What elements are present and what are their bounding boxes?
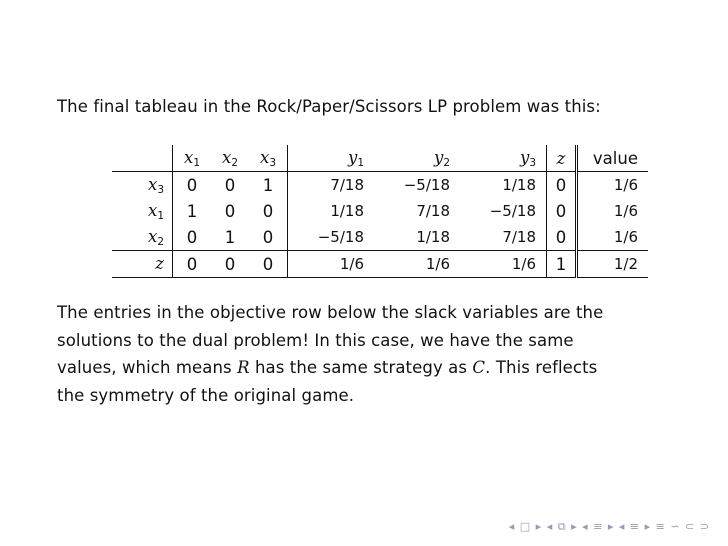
- lp-tableau: [112, 145, 648, 278]
- paragraph-line: solutions to the dual problem! In this case, we have the same: [57, 330, 574, 350]
- cell: 1/6: [374, 251, 460, 278]
- cell: 1: [186, 201, 198, 221]
- cell: −5/18: [403, 176, 450, 194]
- subsection2-nav-icon[interactable]: ◂ ≡ ▸: [618, 520, 652, 533]
- col-header-value: value: [577, 145, 649, 172]
- intro-text: The final tableau in the Rock/Paper/Scissors LP problem was this:: [57, 97, 601, 116]
- cell: 0: [211, 251, 249, 278]
- cell: 0: [547, 198, 577, 224]
- tableau-row: [112, 172, 648, 199]
- cell: 1: [262, 175, 274, 195]
- cell: 0: [547, 224, 577, 251]
- cell: 1/18: [502, 176, 536, 194]
- cell: 7/18: [288, 172, 375, 199]
- cell: −5/18: [288, 224, 375, 251]
- cell: 1/2: [577, 251, 649, 278]
- row-label: $x_1$: [112, 198, 173, 224]
- beamer-navigation-bar: [509, 520, 710, 534]
- subsection-nav-icon[interactable]: ◂ ⧉ ▸: [546, 520, 578, 533]
- menu-icon[interactable]: ≡: [655, 520, 666, 533]
- cell: 1/18: [416, 228, 450, 246]
- cell: 0: [173, 251, 212, 278]
- cell: 0: [262, 227, 274, 247]
- paragraph-line: the symmetry of the original game.: [57, 385, 355, 405]
- cell: 7/18: [416, 202, 450, 220]
- col-header-x1: $x_1$: [173, 145, 212, 172]
- explanation-paragraph: [57, 299, 677, 409]
- tableau-corner: [112, 145, 173, 172]
- cell: −5/18: [489, 202, 536, 220]
- section-nav-icon[interactable]: ◂ ≡ ▸: [582, 520, 615, 533]
- col-header-y1: $y_1$: [288, 145, 375, 172]
- frame-nav-icon[interactable]: ◂ □ ▸: [508, 520, 543, 533]
- row-label: z: [112, 251, 173, 278]
- cell: 0: [262, 201, 274, 221]
- paragraph-line: values, which means R has the same strategy as C. This reflects: [57, 358, 598, 377]
- cell: 1/6: [460, 251, 547, 278]
- cell: 0: [249, 251, 288, 278]
- col-header-x3: $x_3$: [249, 145, 288, 172]
- tableau-row: [112, 198, 648, 224]
- cell: 0: [186, 227, 198, 247]
- cell: 1/6: [577, 172, 649, 199]
- objective-row: [112, 251, 648, 278]
- cell: 0: [224, 201, 236, 221]
- cell: 1/18: [288, 198, 375, 224]
- cell: 1: [224, 227, 236, 247]
- cell: 7/18: [502, 228, 536, 246]
- cell: 0: [547, 172, 577, 199]
- cell: 0: [186, 175, 198, 195]
- cell: 1/6: [577, 224, 649, 251]
- paragraph-line: The entries in the objective row below the slack variables are the: [57, 303, 604, 322]
- cell: 1/6: [288, 251, 375, 278]
- col-header-y3: $y_3$: [460, 145, 547, 172]
- row-label: $x_2$: [112, 224, 173, 251]
- cell: 0: [224, 175, 236, 195]
- search-icon[interactable]: ∽ ⊂ ⊃: [670, 520, 710, 533]
- tableau-header-row: [112, 145, 648, 172]
- col-header-z: z: [547, 145, 577, 172]
- col-header-y2: $y_2$: [374, 145, 460, 172]
- cell: 1: [547, 251, 577, 278]
- cell: 1/6: [577, 198, 649, 224]
- tableau-row: [112, 224, 648, 251]
- row-label: $x_3$: [112, 172, 173, 199]
- col-header-x2: $x_2$: [211, 145, 249, 172]
